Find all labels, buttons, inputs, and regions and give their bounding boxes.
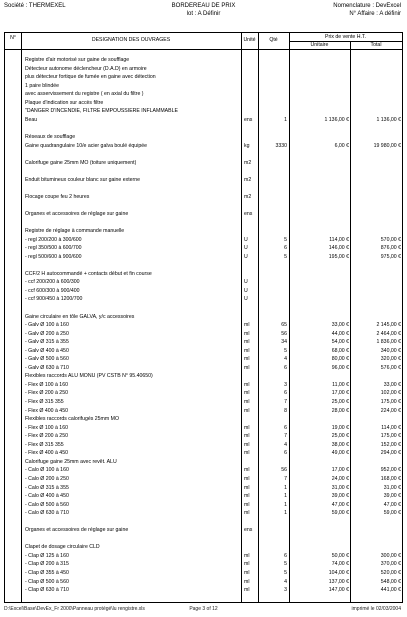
row-unit: ens (244, 116, 253, 123)
table-row (5, 570, 402, 576)
row-total: 102,00 € (380, 390, 401, 397)
table-row (5, 134, 402, 140)
row-quantity: 6 (284, 390, 287, 397)
row-unit: ml (244, 561, 250, 568)
table-row (5, 485, 402, 491)
table-row (5, 151, 402, 157)
row-designation: - Clap Ø 200 à 315 (25, 561, 69, 568)
row-total: 1 136,00 € (376, 116, 401, 123)
table-row (5, 108, 402, 114)
row-quantity: 4 (284, 578, 287, 585)
col-num-header: N° (10, 35, 16, 41)
table-row (5, 493, 402, 499)
table-row (5, 579, 402, 585)
row-unit: U (244, 296, 248, 303)
row-unit: ml (244, 424, 250, 431)
row-unit-price: 6,00 € (334, 142, 349, 149)
row-designation: - Flex Ø 315 355 (25, 441, 64, 448)
row-quantity: 1 (284, 484, 287, 491)
table-row (5, 450, 402, 456)
row-quantity: 56 (281, 330, 287, 337)
table-row (5, 211, 402, 217)
row-total: 59,00 € (383, 510, 401, 517)
price-table (4, 32, 403, 603)
row-designation: - Flex Ø 400 à 450 (25, 407, 68, 414)
table-row (5, 425, 402, 431)
row-designation: Réseaux de soufflage (25, 133, 76, 140)
row-designation: 1 paire blindée (25, 82, 60, 89)
row-quantity: 6 (284, 364, 287, 371)
row-unit-price: 33,00 € (331, 322, 349, 329)
row-unit-price: 25,00 € (331, 433, 349, 440)
title-text: BORDEREAU DE PRIX (171, 3, 236, 9)
row-total: 168,00 € (380, 475, 401, 482)
table-row (5, 271, 402, 277)
row-unit: ml (244, 441, 250, 448)
row-designation: CCF/2 H autocommandé + contacts début et fin course (25, 270, 152, 277)
table-row (5, 416, 402, 422)
row-quantity: 7 (284, 433, 287, 440)
row-quantity: 8 (284, 407, 287, 414)
row-total: 175,00 € (380, 399, 401, 405)
row-designation: Registre d'air motorisé sur gaine de soufflage (25, 57, 130, 63)
row-designation: - Flex Ø 100 à 160 (25, 424, 68, 431)
row-designation: - Calo Ø 630 à 710 (25, 510, 69, 517)
row-unit: U (244, 245, 248, 252)
row-designation: Calorifuge gaine 25mm MO (toiture uniquement) (25, 159, 137, 166)
row-designation: - Galv Ø 400 à 450 (25, 347, 69, 354)
row-unit: U (244, 253, 248, 260)
row-quantity: 6 (284, 245, 287, 252)
col-qty-header: Qté (269, 37, 278, 43)
row-quantity: 6 (284, 552, 287, 559)
table-row (5, 348, 402, 354)
row-unit-price: 195,00 € (328, 253, 349, 260)
row-total: 520,00 € (380, 570, 401, 576)
table-row (5, 177, 402, 183)
table-row (5, 502, 402, 508)
row-designation: Flexibles raccords calorifugés 25mm MO (25, 416, 119, 423)
row-unit-price: 104,00 € (328, 570, 349, 576)
table-row (5, 185, 402, 191)
row-total: 114,00 € (381, 424, 401, 431)
row-unit-price: 80,00 € (331, 356, 349, 363)
table-row (5, 587, 402, 593)
row-designation: Organes et accessoires de réglage sur gaine (25, 527, 129, 534)
row-unit: ml (244, 587, 250, 594)
nomenclature-text: Nomenclature : DevExcel (333, 3, 401, 9)
row-unit-price: 38,00 € (331, 441, 349, 448)
table-row (5, 536, 402, 542)
row-quantity: 3 (284, 587, 287, 594)
table-row (5, 219, 402, 225)
table-row (5, 433, 402, 439)
row-unit: ml (244, 433, 250, 440)
row-designation: - Calo Ø 200 à 250 (25, 475, 69, 482)
row-unit-price: 147,00 € (328, 587, 349, 594)
row-unit: ml (244, 493, 250, 500)
table-row (5, 254, 402, 260)
affaire-text: N° Affaire : A définir (349, 10, 401, 17)
row-designation: - Clap Ø 500 à 560 (25, 578, 69, 585)
table-row (5, 288, 402, 294)
row-designation: - Clap Ø 355 à 450 (25, 570, 69, 576)
row-designation: - Galv Ø 200 à 250 (25, 330, 69, 337)
col-unit-price-header: Unitaire (310, 42, 329, 48)
row-designation: plus détecteur fortique de fumée en gaine avec détection (25, 74, 156, 81)
row-unit-price: 24,00 € (331, 475, 349, 482)
row-total: 340,00 € (380, 347, 401, 354)
row-quantity: 5 (284, 570, 287, 576)
row-unit: ml (244, 390, 250, 397)
row-unit-price: 49,00 € (331, 450, 349, 457)
col-total-header: Total (370, 42, 382, 48)
row-designation: - ccf 600/300 à 900/400 (25, 287, 80, 294)
row-unit: ml (244, 501, 250, 508)
row-quantity: 4 (284, 356, 287, 363)
row-unit: ml (244, 381, 250, 388)
row-designation: - Galv Ø 315 à 355 (25, 339, 69, 346)
row-total: 294,00 € (380, 450, 401, 457)
row-quantity: 65 (281, 322, 287, 329)
table-row (5, 331, 402, 337)
row-unit-price: 96,00 € (331, 364, 349, 371)
row-total: 975,00 € (380, 253, 401, 260)
col-unit-header: Unité (243, 37, 256, 43)
row-total: 876,00 € (380, 245, 401, 252)
row-designation: Beau (25, 116, 38, 123)
table-row (5, 408, 402, 414)
row-total: 370,00 € (380, 561, 401, 568)
row-unit: U (244, 287, 248, 294)
row-unit: ml (244, 364, 250, 371)
row-unit: m2 (244, 193, 252, 200)
row-total: 300,00 € (380, 552, 401, 559)
row-total: 320,00 € (380, 356, 401, 363)
row-total: 2 145,00 € (376, 322, 401, 329)
table-row (5, 279, 402, 285)
row-unit: ens (244, 210, 253, 217)
row-unit: ml (244, 330, 250, 337)
lot-text: lot : A Définir (186, 10, 221, 17)
row-quantity: 6 (284, 424, 287, 431)
row-total: 1 836,00 € (376, 339, 401, 346)
row-unit-price: 1 136,00 € (324, 116, 349, 123)
table-row (5, 339, 402, 345)
row-designation: - regl 200/200 à 300/600 (25, 236, 82, 243)
row-quantity: 34 (281, 339, 287, 346)
row-quantity: 6 (284, 450, 287, 457)
nomenclature-block (333, 3, 401, 18)
row-total: 19 980,00 € (373, 142, 401, 149)
table-row (5, 510, 402, 516)
table-row (5, 83, 402, 89)
table-row (5, 100, 402, 106)
row-quantity: 1 (284, 501, 287, 508)
row-quantity: 1 (284, 116, 287, 123)
row-quantity: 5 (284, 561, 287, 568)
company-label: Société : THERMEXEL (4, 3, 66, 9)
row-unit: ml (244, 467, 250, 474)
table-row (5, 194, 402, 200)
row-designation: - Clap Ø 125 à 160 (25, 552, 69, 559)
row-total: 175,00 € (380, 433, 401, 440)
table-row (5, 237, 402, 243)
row-total: 2 464,00 € (376, 330, 401, 337)
row-designation: - Flex Ø 400 à 450 (25, 450, 68, 457)
col-price-group-header: Prix de vente H.T. (325, 34, 366, 40)
row-designation: - Calo Ø 400 à 450 (25, 493, 69, 500)
row-unit: ens (244, 527, 253, 534)
row-designation: - Clap Ø 630 à 710 (25, 587, 69, 594)
row-unit: ml (244, 570, 250, 576)
row-quantity: 1 (284, 510, 287, 517)
table-row (5, 356, 402, 362)
table-row (5, 476, 402, 482)
table-row (5, 365, 402, 371)
table-row (5, 262, 402, 268)
table-row (5, 544, 402, 550)
table-row (5, 519, 402, 525)
row-designation: - regl 350/500 à 600/700 (25, 245, 82, 252)
row-quantity: 5 (284, 236, 287, 243)
page-number: Page 3 of 12 (189, 606, 218, 612)
table-row (5, 228, 402, 234)
row-quantity: 4 (284, 441, 287, 448)
row-designation: Flocage coupe feu 2 heures (25, 193, 90, 200)
row-unit: U (244, 236, 248, 243)
row-unit: m2 (244, 159, 252, 166)
row-unit: ml (244, 510, 250, 517)
row-unit: ml (244, 356, 250, 363)
table-row (5, 125, 402, 131)
row-designation: - ccf 900/450 à 1200/700 (25, 296, 83, 303)
row-unit-price: 28,00 € (331, 407, 349, 414)
row-unit: m2 (244, 176, 252, 183)
table-row (5, 467, 402, 473)
row-unit: ml (244, 578, 250, 585)
row-quantity: 5 (284, 253, 287, 260)
row-designation: - Galv Ø 100 à 160 (25, 322, 69, 329)
row-designation: Calorifuge gaine 25mm avec revêt. ALU (25, 458, 117, 465)
row-unit: ml (244, 339, 250, 346)
print-date: imprimé le 02/03/2004 (351, 606, 401, 612)
row-unit-price: 11,00 € (332, 381, 349, 388)
row-unit: ml (244, 407, 250, 414)
table-row (5, 74, 402, 80)
row-unit: U (244, 279, 248, 286)
row-total: 570,00 € (380, 236, 401, 243)
row-total: 39,00 € (383, 493, 401, 500)
row-unit-price: 74,00 € (331, 561, 349, 568)
row-total: 224,00 € (380, 407, 401, 414)
row-unit: ml (244, 322, 250, 329)
row-quantity: 1 (284, 493, 287, 500)
row-designation: Flexibles raccords ALU MONU (PV CSTB N° 95.40650) (25, 373, 153, 380)
row-unit-price: 114,00 € (329, 236, 349, 243)
row-total: 47,00 € (383, 501, 401, 508)
row-designation: Organes et accessoires de réglage sur gaine (25, 210, 129, 217)
row-unit-price: 47,00 € (331, 501, 349, 508)
table-row (5, 143, 402, 149)
table-row (5, 160, 402, 166)
table-row (5, 66, 402, 72)
row-designation: - Calo Ø 100 à 160 (25, 467, 69, 474)
row-designation: Clapet de dosage circulaire CLD (25, 544, 100, 551)
row-unit: ml (244, 399, 250, 405)
row-total: 33,00 € (383, 381, 401, 388)
row-designation: - Flex Ø 100 à 160 (25, 381, 68, 388)
row-total: 31,00 € (383, 484, 401, 491)
row-designation: - Calo Ø 315 à 355 (25, 484, 69, 491)
table-row (5, 57, 402, 63)
row-designation: - Galv Ø 500 à 560 (25, 356, 69, 363)
table-row (5, 399, 402, 405)
row-designation: Plaque d'indication sur accès filtre (25, 99, 104, 106)
row-unit: ml (244, 552, 250, 559)
row-designation: Détecteur autonome déclencheur (D.A.D) en armoire (25, 65, 147, 72)
table-row (5, 322, 402, 328)
table-row (5, 553, 402, 559)
row-unit-price: 19,00 € (331, 424, 349, 431)
row-total: 576,00 € (380, 364, 401, 371)
row-unit-price: 137,00 € (328, 578, 349, 585)
row-designation: Enduit bitumineux couleur blanc sur gaine externe (25, 176, 141, 183)
row-unit: ml (244, 347, 250, 354)
row-quantity: 5 (284, 347, 287, 354)
row-unit-price: 31,00 € (331, 484, 349, 491)
row-total: 952,00 € (380, 467, 401, 474)
row-unit-price: 44,00 € (331, 330, 349, 337)
table-row (5, 561, 402, 567)
row-designation: Gaine circulaire en tôle GALVA, y/c accessoires (25, 313, 135, 320)
row-total: 548,00 € (380, 578, 401, 585)
row-designation: - regl 500/600 à 900/600 (25, 253, 82, 260)
row-unit-price: 17,00 € (331, 390, 349, 397)
table-row (5, 245, 402, 251)
row-designation: avec asservissement du registre ( en axial du filtre ) (25, 91, 144, 98)
table-row (5, 373, 402, 379)
file-path: D:\Excel\Base\DevEx_Fr 2000\Panneau protégé\lu rengistre.xls (4, 606, 145, 612)
table-row (5, 202, 402, 208)
row-unit-price: 39,00 € (331, 493, 349, 500)
header-bottom-line (5, 49, 402, 50)
row-designation: Registre de réglage à commande manuelle (25, 228, 125, 234)
table-row (5, 117, 402, 123)
row-unit-price: 17,00 € (331, 467, 349, 474)
table-row (5, 390, 402, 396)
row-unit-price: 54,00 € (331, 339, 349, 346)
table-row (5, 527, 402, 533)
row-unit-price: 59,00 € (331, 510, 349, 517)
table-row (5, 91, 402, 97)
row-designation: - Flex Ø 200 à 250 (25, 390, 68, 397)
row-designation: - Galv Ø 630 à 710 (25, 364, 69, 371)
row-designation: Gaine quadrangulaire 10/e acier galva boulé équipée (25, 142, 147, 149)
row-unit: ml (244, 484, 250, 491)
table-row (5, 314, 402, 320)
row-quantity: 3 (284, 381, 287, 388)
row-designation: - ccf 200/200 à 600/300 (25, 279, 80, 286)
row-quantity: 3330 (275, 142, 287, 149)
row-designation: - Calo Ø 500 à 560 (25, 501, 69, 508)
row-quantity: 7 (284, 475, 287, 482)
row-quantity: 56 (281, 467, 287, 474)
row-unit: ml (244, 450, 250, 457)
col-designation-header: DESIGNATION DES OUVRAGES (91, 37, 171, 43)
row-unit-price: 50,00 € (331, 552, 349, 559)
table-row (5, 442, 402, 448)
row-unit-price: 25,00 € (331, 399, 349, 405)
row-designation: - Flex Ø 200 à 250 (25, 433, 68, 440)
row-designation: - Flex Ø 315 355 (25, 399, 64, 405)
table-row (5, 382, 402, 388)
row-unit: kg (244, 142, 250, 149)
row-total: 152,00 € (380, 441, 401, 448)
table-row (5, 305, 402, 311)
table-row (5, 459, 402, 465)
row-unit: ml (244, 475, 250, 482)
row-designation: "DANGER D'INCENDIE, FILTRE EMPOUSSIERE INFLAMMABLE (25, 108, 178, 115)
row-unit-price: 68,00 € (331, 347, 349, 354)
table-row (5, 296, 402, 302)
row-quantity: 7 (284, 399, 287, 405)
table-row (5, 168, 402, 174)
row-total: 441,00 € (380, 587, 401, 594)
row-unit-price: 146,00 € (328, 245, 349, 252)
